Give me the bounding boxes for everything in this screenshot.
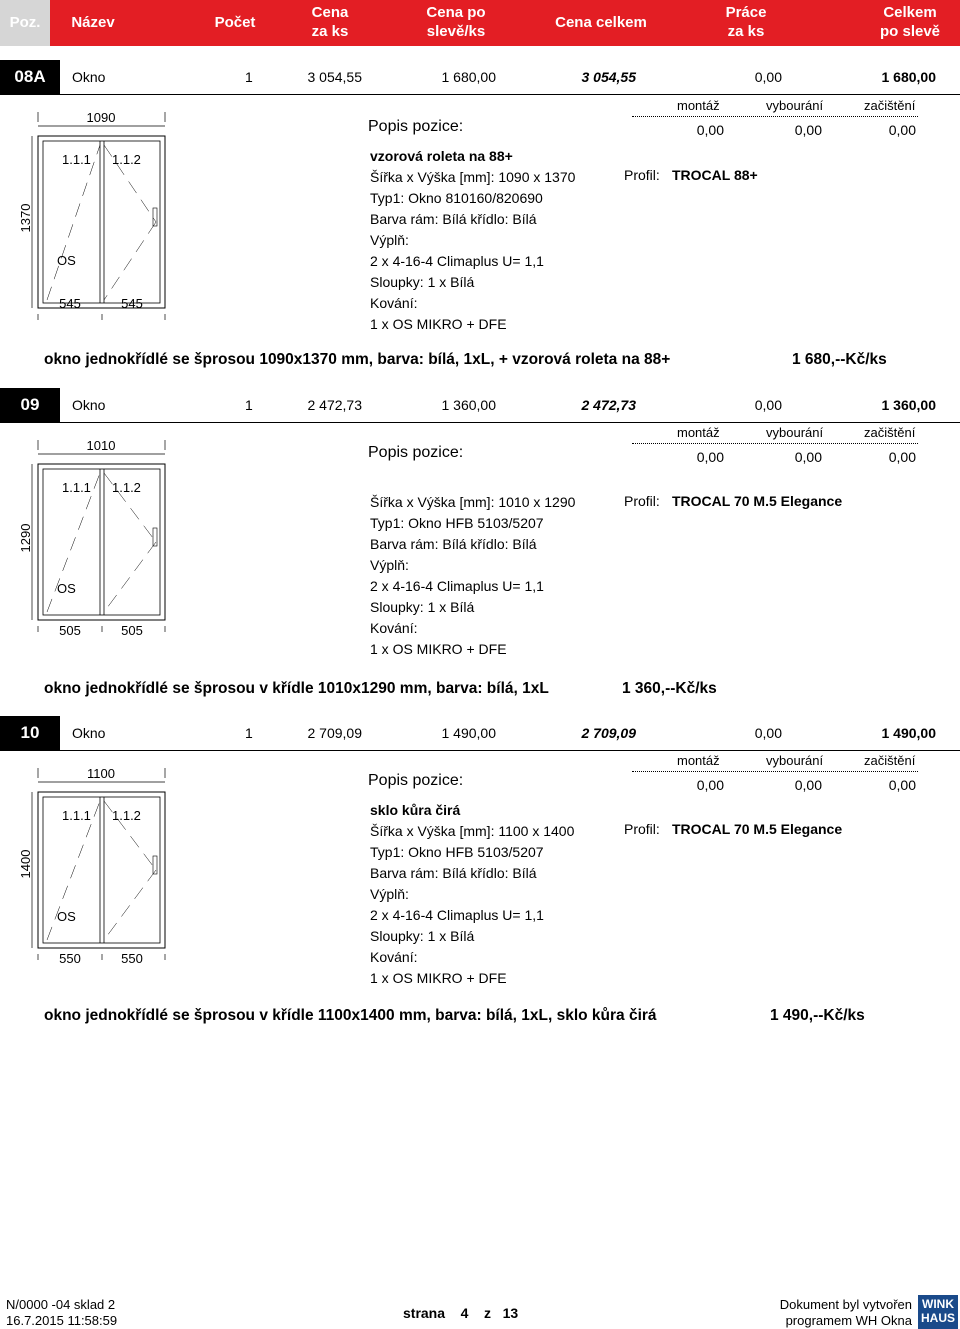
sash1-width: 505	[59, 623, 81, 638]
item-summary: okno jednokřídlé se šprosou v křídle 1100x1400 mm, barva: bílá, 1xL, sklo kůra čirá	[44, 1007, 657, 1024]
created-line1: Dokument byl vytvořen	[779, 1297, 912, 1312]
sloupky-line: Sloupky: 1 x Bílá	[370, 599, 475, 615]
vypln-label: Výplň:	[370, 557, 409, 573]
sash2-label: 1.1.2	[112, 808, 141, 823]
item-price: 2 472,73	[307, 397, 362, 413]
window-drawing	[10, 428, 190, 653]
profil-label: Profil:	[624, 821, 660, 837]
item-work: 0,00	[754, 397, 782, 413]
item-summary: okno jednokřídlé se šprosou v křídle 1010x1290 mm, barva: bílá, 1xL	[44, 680, 549, 697]
item-price: 3 054,55	[307, 69, 362, 85]
typ-line: Typ1: Okno HFB 5103/5207	[370, 515, 544, 531]
sloupky-line: Sloupky: 1 x Bílá	[370, 274, 475, 290]
footer-pagination	[403, 1305, 518, 1321]
dim-width: 1100	[87, 766, 115, 781]
header-nazev: Název	[71, 14, 115, 31]
barva-line: Barva rám: Bílá křídlo: Bílá	[370, 865, 537, 881]
header-poz-cell	[0, 0, 50, 46]
kovani-line: 1 x OS MIKRO + DFE	[370, 641, 507, 657]
item-number: 08A	[0, 60, 60, 94]
header-cena-l1: Cena	[311, 4, 349, 21]
montaz-label: montáž	[677, 98, 720, 113]
kovani-label: Kování:	[370, 295, 418, 311]
work-divider	[632, 116, 918, 117]
barva-line: Barva rám: Bílá křídlo: Bílá	[370, 211, 537, 227]
table-header	[0, 0, 960, 46]
os-label: OS	[57, 253, 76, 268]
kovani-line: 1 x OS MIKRO + DFE	[370, 970, 507, 986]
profil-label: Profil:	[624, 167, 660, 183]
zacisteni-label: začištění	[864, 425, 916, 440]
vybourani-value: 0,00	[794, 122, 822, 138]
profil-label: Profil:	[624, 493, 660, 509]
item-final: 1 680,00	[881, 69, 936, 85]
montaz-value: 0,00	[696, 449, 724, 465]
profil-value: TROCAL 70 M.5 Elegance	[672, 493, 843, 509]
sash2-width: 550	[121, 951, 143, 966]
extra-line: sklo kůra čirá	[370, 802, 461, 818]
vybourani-value: 0,00	[794, 777, 822, 793]
item-price-disc: 1 360,00	[441, 397, 496, 413]
dim-height: 1290	[18, 523, 33, 553]
item-row	[0, 60, 960, 95]
header-celkem-l2: po slevě	[879, 23, 941, 40]
item-total: 2 709,09	[581, 725, 636, 741]
sloupky-line: Sloupky: 1 x Bílá	[370, 928, 475, 944]
barva-line: Barva rám: Bílá křídlo: Bílá	[370, 536, 537, 552]
header-cena-po	[416, 3, 496, 41]
item-summary: okno jednokřídlé se šprosou 1090x1370 mm, barva: bílá, 1xL, + vzorová roleta na 88+	[44, 351, 671, 368]
window-drawing	[10, 756, 190, 976]
item-final: 1 490,00	[881, 725, 936, 741]
sash1-width: 550	[59, 951, 81, 966]
montaz-label: montáž	[677, 753, 720, 768]
sash2-width: 505	[121, 623, 143, 638]
typ-line: Typ1: Okno 810160/820690	[370, 190, 543, 206]
profil-value: TROCAL 88+	[672, 167, 758, 183]
item-price-disc: 1 490,00	[441, 725, 496, 741]
page-number: 4	[460, 1305, 469, 1321]
description	[370, 146, 575, 335]
profil-value: TROCAL 70 M.5 Elegance	[672, 821, 843, 837]
zacisteni-label: začištění	[864, 753, 916, 768]
header-celkem	[870, 3, 950, 41]
vybourani-label: vybourání	[766, 753, 824, 768]
header-pocet: Počet	[214, 14, 256, 31]
sash1-label: 1.1.1	[62, 808, 91, 823]
item-qty: 1	[245, 69, 253, 85]
popis-label: Popis pozice:	[368, 118, 464, 135]
item-number: 09	[0, 388, 60, 422]
page-total: 13	[502, 1305, 519, 1321]
item-price-disc: 1 680,00	[441, 69, 496, 85]
item-row	[0, 388, 960, 423]
sash2-label: 1.1.2	[112, 152, 141, 167]
size-line: Šířka x Výška [mm]: 1010 x 1290	[370, 494, 576, 510]
header-prace-l2: za ks	[727, 23, 765, 40]
kovani-label: Kování:	[370, 949, 418, 965]
item-name: Okno	[72, 69, 106, 85]
header-cena	[300, 3, 360, 41]
zacisteni-value: 0,00	[888, 449, 916, 465]
header-cenapo-l1: Cena po	[426, 4, 486, 21]
vypln-label: Výplň:	[370, 232, 409, 248]
size-line: Šířka x Výška [mm]: 1090 x 1370	[370, 169, 576, 185]
page-label: strana	[403, 1305, 446, 1321]
window-drawing	[10, 100, 190, 330]
zacisteni-value: 0,00	[888, 122, 916, 138]
dim-height: 1400	[18, 849, 33, 879]
item-summary-price: 1 680,--Kč/ks	[792, 351, 887, 368]
dim-width: 1010	[86, 438, 116, 453]
item-total: 2 472,73	[581, 397, 636, 413]
zacisteni-label: začištění	[864, 98, 916, 113]
popis-label: Popis pozice:	[368, 444, 464, 461]
winkhaus-logo	[918, 1295, 958, 1329]
item-name: Okno	[72, 397, 106, 413]
item-number: 10	[0, 716, 60, 750]
header-cena-celkem: Cena celkem	[555, 14, 647, 31]
footer-datetime: 16.7.2015 11:58:59	[6, 1313, 118, 1328]
os-label: OS	[57, 909, 76, 924]
vypln-line: 2 x 4-16-4 Climaplus U= 1,1	[370, 253, 544, 269]
os-label: OS	[57, 581, 76, 596]
footer-created-by	[768, 1297, 912, 1329]
vypln-label: Výplň:	[370, 886, 409, 902]
item-total: 3 054,55	[581, 69, 636, 85]
item-qty: 1	[245, 725, 253, 741]
item-price: 2 709,09	[307, 725, 362, 741]
sash1-label: 1.1.1	[62, 152, 91, 167]
popis-label: Popis pozice:	[368, 772, 464, 789]
item-work: 0,00	[754, 725, 782, 741]
sash2-width: 545	[121, 296, 143, 311]
vypln-line: 2 x 4-16-4 Climaplus U= 1,1	[370, 578, 544, 594]
item-qty: 1	[245, 397, 253, 413]
item-summary-price: 1 360,--Kč/ks	[622, 680, 717, 697]
vybourani-label: vybourání	[766, 425, 824, 440]
dim-width: 1090	[86, 110, 116, 125]
work-divider	[632, 771, 918, 772]
footer-doc-id: N/0000 -04 sklad 2	[6, 1297, 116, 1312]
sash1-label: 1.1.1	[62, 480, 91, 495]
typ-line: Typ1: Okno HFB 5103/5207	[370, 844, 544, 860]
header-cenapo-l2: slevě/ks	[426, 23, 486, 40]
item-row	[0, 716, 960, 751]
footer-doc-info	[6, 1297, 117, 1329]
vybourani-value: 0,00	[794, 449, 822, 465]
logo-line1: WINK	[922, 1297, 954, 1311]
created-line2: programem WH Okna	[785, 1313, 912, 1328]
sash2-label: 1.1.2	[112, 480, 141, 495]
zacisteni-value: 0,00	[888, 777, 916, 793]
sash1-width: 545	[59, 296, 81, 311]
kovani-label: Kování:	[370, 620, 418, 636]
vypln-line: 2 x 4-16-4 Climaplus U= 1,1	[370, 907, 544, 923]
item-summary-price: 1 490,--Kč/ks	[770, 1007, 865, 1024]
work-divider	[632, 443, 918, 444]
description	[370, 492, 575, 660]
item-name: Okno	[72, 725, 106, 741]
header-celkem-l1: Celkem	[883, 4, 937, 21]
logo-line2: HAUS	[920, 1311, 955, 1325]
header-cena-l2: za ks	[311, 23, 349, 40]
size-line: Šířka x Výška [mm]: 1100 x 1400	[370, 823, 575, 839]
dim-height: 1370	[18, 203, 33, 233]
montaz-value: 0,00	[696, 122, 724, 138]
item-work: 0,00	[754, 69, 782, 85]
header-prace-l1: Práce	[725, 4, 767, 21]
page-of: z	[483, 1305, 491, 1321]
vybourani-label: vybourání	[766, 98, 824, 113]
item-final: 1 360,00	[881, 397, 936, 413]
montaz-value: 0,00	[696, 777, 724, 793]
kovani-line: 1 x OS MIKRO + DFE	[370, 316, 507, 332]
description	[370, 800, 574, 989]
extra-line: vzorová roleta na 88+	[370, 148, 513, 164]
montaz-label: montáž	[677, 425, 720, 440]
header-poz: Poz.	[9, 14, 41, 31]
header-prace	[718, 3, 774, 41]
